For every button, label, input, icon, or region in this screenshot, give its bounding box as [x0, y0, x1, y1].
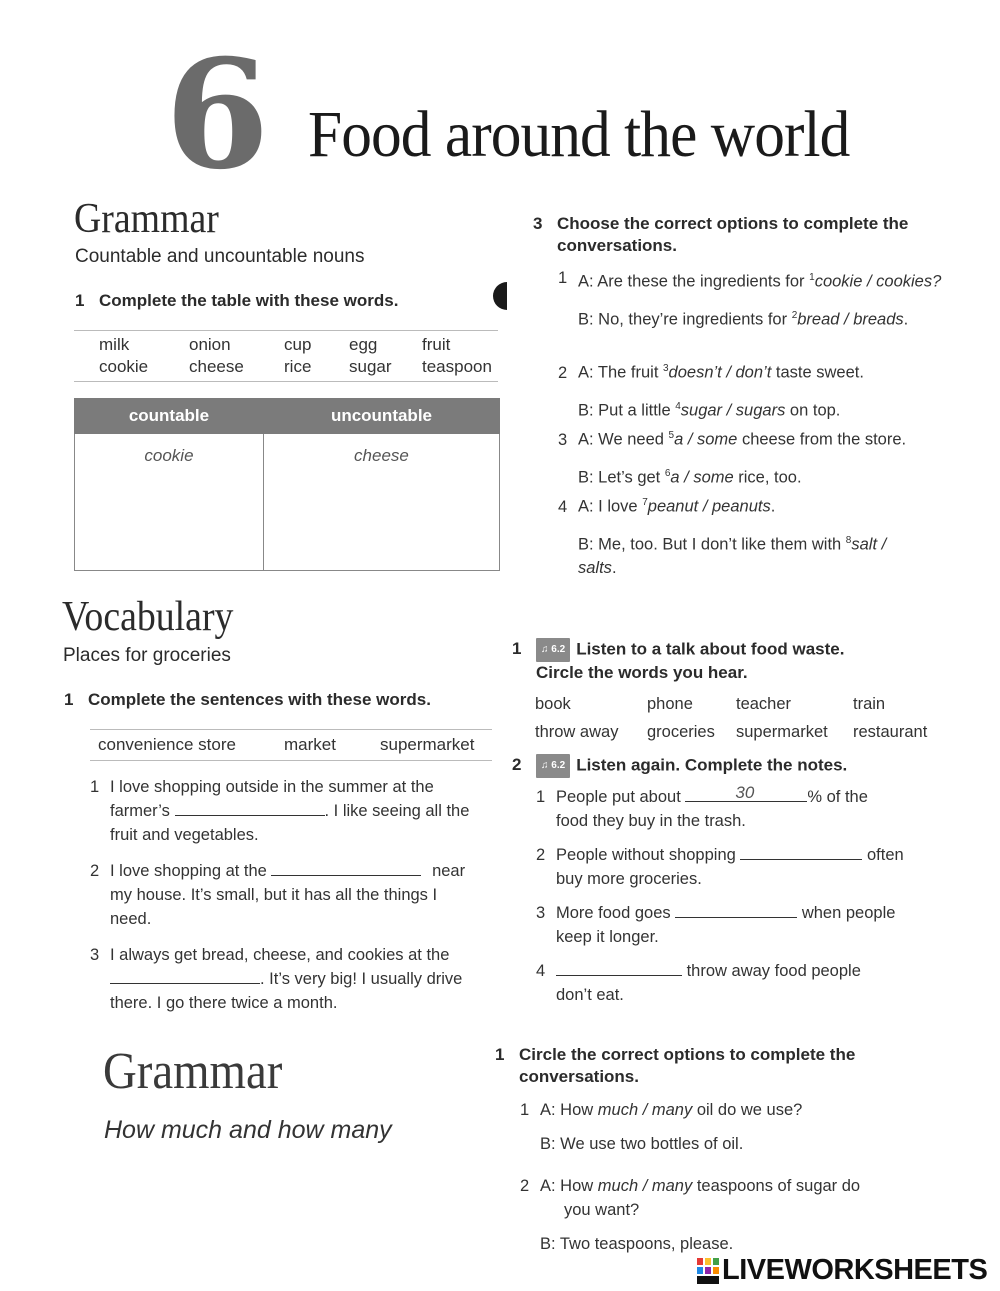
note-text: often: [867, 846, 904, 864]
item-number: 1: [558, 269, 568, 287]
audio-track-badge[interactable]: ♫ 6.2: [536, 638, 570, 662]
exercise-number: 1: [75, 291, 85, 310]
audio-track-badge[interactable]: ♫ 6.2: [536, 754, 570, 778]
note-text: keep it longer.: [556, 928, 659, 946]
word[interactable]: market: [284, 735, 336, 754]
option-choice[interactable]: a / some: [674, 430, 738, 449]
note-text: People put about: [556, 788, 681, 806]
how-much-question-2: [520, 1174, 940, 1256]
vocab-sentence-2: [90, 859, 500, 931]
word[interactable]: supermarket: [736, 723, 828, 741]
word[interactable]: restaurant: [853, 723, 928, 741]
word[interactable]: groceries: [647, 723, 715, 741]
word[interactable]: cheese: [189, 357, 244, 376]
option-choice[interactable]: much / many: [597, 1101, 693, 1119]
listening-exercise-1-instruction: [512, 638, 952, 684]
sentence-text: near: [432, 862, 466, 880]
listening-exercise-2-instruction: [512, 754, 952, 778]
gap-number: 1: [809, 272, 815, 283]
word[interactable]: milk: [99, 335, 130, 354]
word-box: [74, 330, 498, 382]
line-a-end: teaspoons of sugar do: [692, 1177, 861, 1195]
option-choice[interactable]: salt / salts: [578, 535, 887, 577]
line-a: A: The fruit: [578, 363, 663, 382]
gap-number: 8: [845, 534, 852, 546]
grammar-2-title: Grammar: [103, 1043, 283, 1100]
item-number: 2: [90, 862, 100, 880]
line-a: A: How: [540, 1101, 598, 1119]
item-number: 1: [90, 778, 100, 796]
line-b: B: Two teaspoons, please.: [540, 1235, 734, 1253]
word[interactable]: fruit: [422, 335, 451, 354]
instruction-text: Listen again. Complete the notes.: [576, 755, 848, 775]
logo-text: LIVEWORKSHEETS: [722, 1254, 988, 1286]
gap-number: 6: [664, 467, 671, 479]
note-text: don’t eat.: [556, 986, 624, 1004]
line-b-end: rice, too.: [733, 468, 802, 486]
line-a: A: I love: [578, 497, 643, 516]
line-a: A: How: [540, 1177, 598, 1195]
option-choice[interactable]: a / some: [670, 468, 734, 486]
word[interactable]: book: [535, 695, 571, 713]
track-number: 6.2: [551, 760, 566, 771]
note-text: buy more groceries.: [556, 870, 702, 888]
line-a-end: .: [770, 497, 776, 516]
word[interactable]: convenience store: [98, 735, 236, 754]
liveworksheets-logo: [697, 1254, 987, 1287]
listening-word-list: [535, 692, 945, 744]
word[interactable]: phone: [647, 695, 693, 713]
line-a-end: oil do we use?: [692, 1101, 803, 1119]
sentence-text: . It’s very big! I usually drive: [260, 970, 463, 988]
exercise-1-instruction: [75, 290, 398, 312]
sentence-text: farmer’s: [110, 802, 170, 820]
item-number: 3: [90, 946, 100, 964]
countable-table: [74, 398, 500, 571]
word[interactable]: cookie: [99, 357, 149, 376]
word[interactable]: train: [853, 695, 886, 713]
option-choice[interactable]: bread / breads: [797, 310, 904, 328]
line-a-cont: you want?: [564, 1201, 640, 1219]
exercise-number: 1: [64, 690, 74, 709]
grammar-2-exercise-1-instruction: [495, 1044, 935, 1088]
uncountable-cell[interactable]: [263, 434, 499, 571]
option-choice[interactable]: doesn’t / don’t: [668, 363, 772, 382]
gap-number: 7: [642, 497, 648, 508]
vocabulary-subtitle: Places for groceries: [63, 645, 231, 666]
note-text: food they buy in the trash.: [556, 812, 746, 830]
vocab-sentence-1: [90, 775, 500, 847]
note-1: [536, 785, 946, 833]
gap-number: 4: [675, 400, 681, 412]
grammar-title: Grammar: [74, 196, 219, 242]
gap-number: 3: [662, 363, 669, 374]
track-number: 6.2: [551, 644, 566, 655]
line-b: B: Me, too. But I don’t like them with: [578, 535, 846, 553]
instruction-text: Choose the correct options to complete the conversations.: [557, 214, 909, 255]
line-b-end: .: [611, 559, 617, 577]
column-header-countable: countable: [75, 399, 264, 434]
example-answer: cheese: [354, 446, 409, 465]
exercise-number: 2: [512, 755, 522, 775]
line-b: B: Put a little: [578, 401, 676, 419]
sentence-text: my house. It’s small, but it has all the things I: [110, 886, 438, 904]
sentence-text: there. I go there twice a month.: [110, 994, 338, 1012]
conversation-3: [558, 424, 958, 489]
instruction-text: Complete the table with these words.: [99, 291, 399, 310]
answer-blank[interactable]: [175, 801, 325, 816]
gap-number: 5: [668, 430, 675, 441]
sentence-text: . I like seeing all the: [324, 802, 470, 820]
item-number: 2: [536, 846, 546, 864]
item-number: 3: [558, 430, 568, 449]
sentence-text: need.: [110, 910, 152, 928]
example-answer: 30: [735, 783, 755, 802]
item-number: 2: [520, 1177, 530, 1195]
line-a-end: cheese from the store.: [737, 430, 907, 449]
line-a: A: We need: [578, 430, 669, 449]
answer-blank[interactable]: [110, 969, 260, 984]
word[interactable]: teaspoon: [422, 357, 492, 376]
note-text: throw away food people: [686, 962, 861, 980]
note-text: People without shopping: [556, 846, 736, 864]
vocabulary-title: Vocabulary: [62, 594, 234, 640]
note-text: when people: [801, 904, 896, 922]
line-b: B: We use two bottles of oil.: [540, 1135, 744, 1153]
sentence-text: I love shopping at the: [110, 862, 267, 880]
unit-title: Food around the world: [308, 98, 850, 171]
vocab-exercise-1-instruction: [64, 689, 431, 711]
sentence-text: fruit and vegetables.: [110, 826, 259, 844]
line-b: B: Let’s get: [578, 468, 665, 486]
sentence-text: I always get bread, cheese, and cookies at the: [110, 946, 450, 964]
how-much-question-1: [520, 1098, 940, 1156]
item-number: 1: [536, 788, 546, 806]
instruction-text: Circle the words you hear.: [536, 663, 748, 682]
item-number: 2: [558, 363, 568, 382]
word[interactable]: onion: [189, 335, 231, 354]
instruction-text: Listen to a talk about food waste.: [576, 639, 845, 659]
option-choice[interactable]: much / many: [597, 1177, 693, 1195]
item-number: 4: [558, 497, 568, 516]
item-number: 3: [536, 904, 546, 922]
decorative-dot: [493, 282, 507, 310]
word[interactable]: cup: [284, 335, 312, 354]
note-2: [536, 843, 946, 891]
answer-blank[interactable]: [556, 961, 682, 976]
line-b: B: No, they’re ingredients for: [578, 310, 792, 328]
exercise-number: 1: [512, 639, 522, 659]
word[interactable]: rice: [284, 357, 312, 376]
example-answer: cookie: [144, 446, 194, 465]
option-choice[interactable]: cookie / cookies?: [814, 272, 942, 291]
note-4: [536, 959, 946, 1007]
exercise-number: 1: [495, 1045, 505, 1064]
conversation-4: [558, 491, 938, 580]
exercise-number: 3: [533, 214, 543, 233]
note-text: % of the: [807, 788, 868, 806]
word[interactable]: throw away: [535, 723, 619, 741]
unit-number: 6: [165, 27, 266, 203]
word[interactable]: egg: [349, 335, 378, 354]
vocab-sentence-3: [90, 943, 500, 1015]
column-header-uncountable: uncountable: [263, 399, 499, 434]
sentence-text: I love shopping outside in the summer at the: [110, 778, 434, 796]
word[interactable]: teacher: [736, 695, 792, 713]
word[interactable]: sugar: [349, 357, 392, 376]
conversation-2: [558, 357, 958, 422]
note-3: [536, 901, 946, 949]
line-a: A: Are these the ingredients for: [578, 272, 810, 291]
word[interactable]: supermarket: [380, 735, 475, 754]
vocab-word-box: [90, 729, 492, 761]
exercise-3-instruction: [533, 213, 943, 257]
instruction-text: Circle the correct options to complete the: [519, 1045, 856, 1064]
item-number: 1: [520, 1101, 530, 1119]
item-number: 4: [536, 962, 546, 980]
line-b-end: on top.: [785, 401, 841, 419]
countable-cell[interactable]: [75, 434, 264, 571]
note-text: More food goes: [556, 904, 671, 922]
answer-blank[interactable]: [675, 903, 797, 918]
gap-number: 2: [791, 309, 798, 321]
conversation-1: [558, 266, 958, 331]
logo-icon: [697, 1258, 719, 1284]
instruction-text: Complete the sentences with these words.: [88, 690, 431, 709]
grammar-subtitle: Countable and uncountable nouns: [75, 246, 365, 267]
answer-blank[interactable]: [740, 845, 862, 860]
option-choice[interactable]: sugar / sugars: [680, 401, 786, 419]
answer-blank[interactable]: [271, 861, 421, 876]
grammar-2-subtitle: How much and how many: [104, 1116, 392, 1144]
instruction-text: conversations.: [519, 1067, 639, 1086]
option-choice[interactable]: peanut / peanuts: [647, 497, 771, 516]
answer-blank[interactable]: [685, 783, 807, 802]
line-b-end: .: [903, 310, 909, 328]
line-a-end: taste sweet.: [771, 363, 864, 382]
